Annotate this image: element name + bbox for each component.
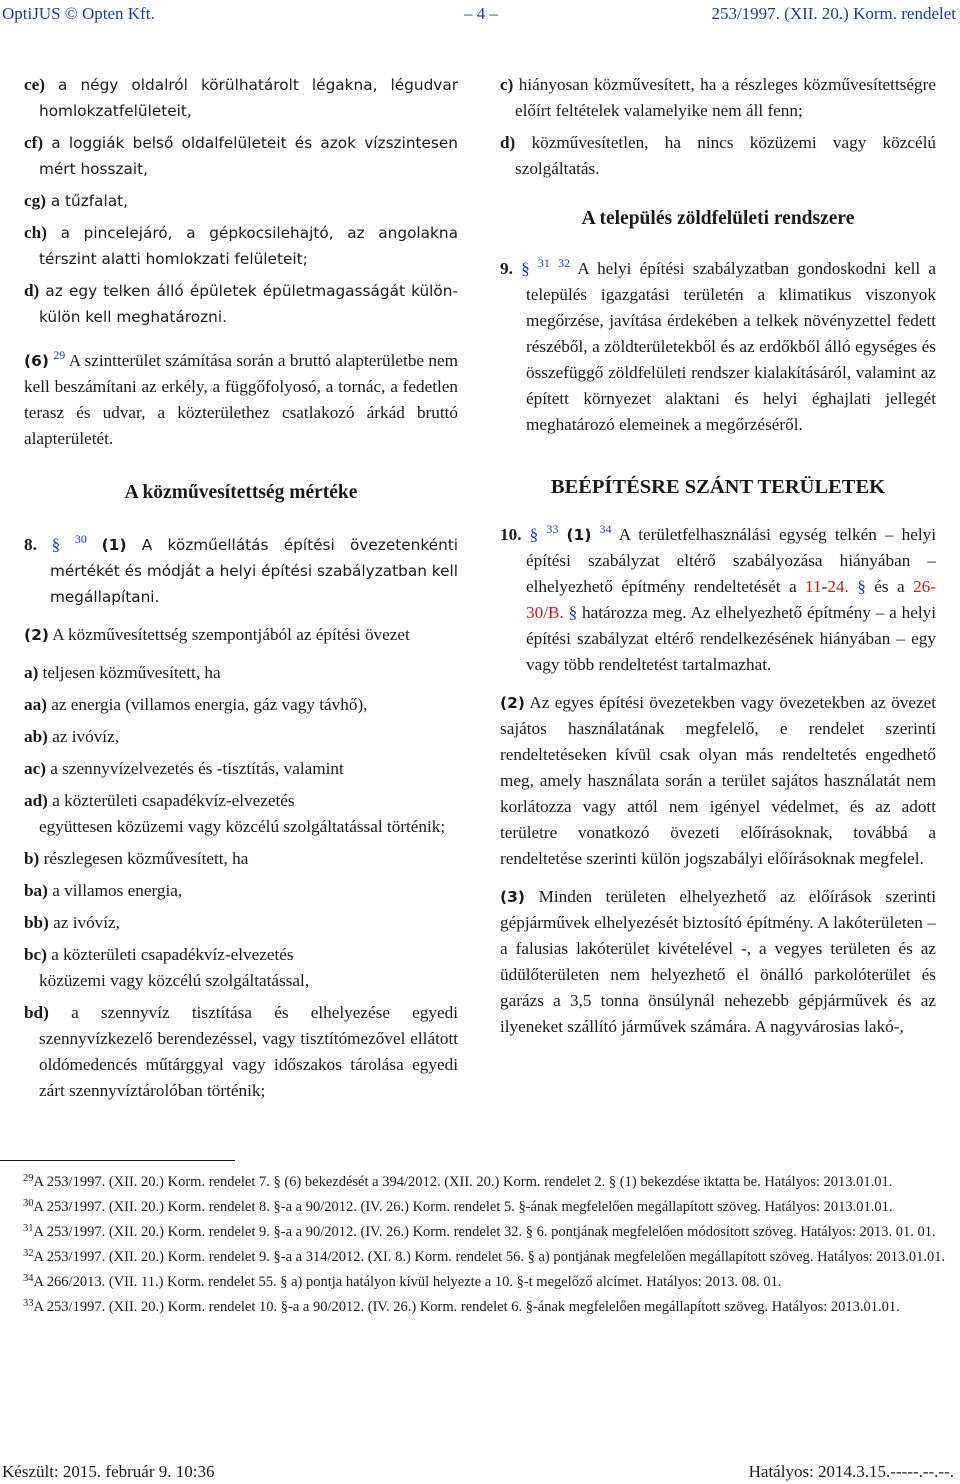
point-ac [24, 756, 458, 782]
text-ba: a villamos energia, [47, 881, 183, 900]
label-cf: cf) [24, 133, 44, 152]
label-s10-p3: (3) [500, 888, 525, 906]
footnote-34 [2, 1268, 958, 1293]
section-8-number: 8. [24, 535, 37, 554]
text-s9: A helyi építési szabályzatban gondoskodni kell a település igazgatási területén a klimatikus viszonyok megőrzése, javítása érdekében a telkek növényzettel fedett részéből, a zöldterületekből és az erdőkből álló egységes és összefüggő zöldfelületi rendszer kialakításáról, valamint az épített környezet alaktani és helyi éghajlati jellegét meghatározó elemeinek a megőrzéséről. [526, 259, 937, 434]
text-c: hiányosan közművesített, ha a részleges közművesítettségre előírt feltételek valamelyike nem áll fenn; [513, 75, 936, 120]
text-aa: az energia (villamos energia, gáz vagy távhő), [46, 695, 368, 714]
text-ac: a szennyvízelvezetés és -tisztítás, valamint [45, 759, 344, 778]
point-cg [24, 188, 458, 214]
point-bc-continuation: közüzemi vagy közcélú szolgáltatással, [39, 971, 310, 990]
text-cf: a loggiák belső oldalfelületeit és azok vízszintesen mért hosszait, [39, 134, 458, 178]
footnote-text: A 253/1997. (XII. 20.) Korm. rendelet 9. §-a a 90/2012. (IV. 26.) Korm. rendelet 32. § 6. pontjának megfelelően módosított szöveg. Hatályos: 2013. 01. 01. [33, 1224, 936, 1240]
text-s10-p2: Az egyes építési övezetekben vagy övezetekben az övezet sajátos használatának megfelelő, e rendelet szerinti rendeltetéseken kívül csak olyan más rendeltetés engedhető meg, amely használata során a terület sajátos használatát nem korlátozza vagy attól nem igényel védelmet, és az adott területre vonatkozó övezeti előírásoknak, továbbá a rendeltetése szerinti külön jogszabályi előírásoknak megfelel. [500, 693, 936, 868]
text-p6: A szintterület számítása során a bruttó alapterületbe nem kell beszámítani az erkély, a függőfolyosó, a tornác, a fedetlen terasz és udvar, a közterülethez csatlakozó árkád bruttó alapterületét. [24, 351, 458, 448]
label-ab: ab) [24, 727, 48, 746]
label-c: c) [500, 75, 514, 94]
header-publisher: OptiJUS © Opten Kft. [2, 4, 155, 23]
footnotes [2, 1168, 958, 1318]
section-10-para-1 [500, 516, 936, 678]
text-d: az egy telken álló épületek épületmagasságát külön-külön kell meghatározni. [39, 282, 458, 326]
label-s10-p1: (1) [566, 526, 592, 544]
point-d [24, 278, 458, 330]
section-sign: § [568, 603, 578, 622]
text-b: részlegesen közművesített, ha [39, 849, 249, 868]
section-sign: § [857, 577, 866, 596]
footer-created: Készült: 2015. február 9. 10:36 [2, 1462, 215, 1481]
footnote-text: A 266/2013. (VII. 11.) Korm. rendelet 55. § a) pontja hatályon kívül helyezte a 10. §-t megelőző alcímet. Hatályos: 2013. 08. 01. [33, 1274, 782, 1290]
heading-kozmuvesitettseg: A közművesítettség mértéke [124, 482, 358, 503]
point-d-right [500, 130, 936, 182]
page-header [2, 2, 958, 26]
section-9 [500, 250, 936, 438]
link-section-26[interactable]: 26 [913, 577, 931, 596]
footnote-31 [2, 1218, 958, 1243]
text-bb: az ivóvíz, [48, 913, 120, 932]
footnote-text: A 253/1997. (XII. 20.) Korm. rendelet 10. §-a a 90/2012. (IV. 26.) Korm. rendelet 6. §-ának megfelelően megállapított szöveg. Hatályos: 2013.01.01. [33, 1299, 900, 1315]
section-9-number: 9. [500, 259, 513, 278]
text-bd: a szennyvíz tisztítása és elhelyezése egyedi szennyvízkezelő berendezéssel, vagy tisztítómezővel ellátott oldómedencés műtárggyal vagy időszakos tárolása egyedi zárt szennyvíztárolóban történik; [39, 1003, 458, 1100]
point-ce [24, 72, 458, 124]
point-aa [24, 692, 458, 718]
footnote-text: A 253/1997. (XII. 20.) Korm. rendelet 9. §-a a 314/2012. (XI. 8.) Korm. rendelet 56. § a) pontjának megfelelően megállapított szöveg. Hatályos: 2013.01.01. [33, 1249, 946, 1265]
heading-beepitesre-szant-teruletek: BEÉPÍTÉSRE SZÁNT TERÜLETEK [550, 476, 886, 498]
text-s8-p1: A közműellátás építési övezetenkénti mértékét és módját a helyi építési szabályzatban kell megállapítani. [50, 536, 459, 606]
footnote-29 [2, 1168, 958, 1193]
point-bd [24, 1000, 458, 1104]
label-aa: aa) [24, 695, 47, 714]
label-bc: bc) [24, 945, 47, 964]
point-bc [24, 942, 458, 968]
point-ab [24, 724, 458, 750]
label-bd: bd) [24, 1003, 49, 1022]
section-sign: § [521, 259, 530, 278]
point-b [24, 846, 458, 872]
link-section-11[interactable]: 11 [805, 577, 822, 596]
link-section-30b[interactable]: -30/B. [526, 577, 936, 622]
label-ce: ce) [24, 75, 45, 94]
footnote-number: 31 [23, 1223, 34, 1234]
text-and: és a [865, 577, 914, 596]
label-p6: (6) [24, 352, 49, 370]
footnote-number: 32 [23, 1248, 34, 1259]
footnote-ref-33[interactable]: 33 [546, 522, 559, 536]
text-cg: a tűzfalat, [45, 192, 129, 210]
header-page-number: – 4 – [464, 4, 498, 23]
point-ch [24, 220, 458, 272]
footnote-text: A 253/1997. (XII. 20.) Korm. rendelet 8. §-a a 90/2012. (IV. 26.) Korm. rendelet 5. §-ának megfelelően megállapított szöveg. Hatályos: 2013.01.01. [33, 1199, 893, 1215]
section-sign: § [529, 525, 539, 544]
label-b: b) [24, 849, 40, 868]
text-s8-p2: A közművesítettség szempontjából az építési övezet [48, 625, 410, 644]
section-8-para-2 [24, 622, 458, 648]
text-bc: a közterületi csapadékvíz-elvezetés [46, 945, 294, 964]
text-ad: a közterületi csapadékvíz-elvezetés [47, 791, 295, 810]
footnote-text: A 253/1997. (XII. 20.) Korm. rendelet 7. § (6) bekezdését a 394/2012. (XII. 20.) Korm. rendelet 2. § (1) bekezdése iktatta be. Hatályos: 2013.01.01. [33, 1174, 893, 1190]
footnote-30 [2, 1193, 958, 1218]
label-d-right: d) [500, 133, 516, 152]
page-footer [2, 1460, 958, 1484]
section-8-para-1 [24, 526, 458, 610]
footnote-ref-31[interactable]: 31 [537, 256, 550, 270]
footnote-33 [2, 1293, 958, 1318]
footnote-number: 29 [23, 1173, 34, 1184]
text-a: teljesen közművesített, ha [38, 663, 221, 682]
text-ce: a négy oldalról körülhatárolt légakna, légudvar homlokzatfelületeit, [39, 76, 458, 120]
left-column [24, 72, 458, 1104]
footnote-ref-32[interactable]: 32 [558, 256, 571, 270]
label-s8-p2: (2) [24, 626, 49, 644]
label-s8-p1: (1) [101, 536, 127, 554]
link-section-24[interactable]: 24. [827, 577, 849, 596]
footnote-number: 30 [23, 1198, 34, 1209]
text-ch: a pincelejáró, a gépkocsilehajtó, az angolakna térszint alatti homlokzati felületeit; [39, 224, 458, 268]
label-ac: ac) [24, 759, 46, 778]
footnote-number: 34 [23, 1273, 34, 1284]
point-ad-continuation: együttesen közüzemi vagy közcélú szolgáltatással történik; [39, 817, 446, 836]
section-sign: § [51, 535, 61, 554]
label-ch: ch) [24, 223, 47, 242]
label-a: a) [24, 663, 39, 682]
text-s10-p1-b: határozza meg. Az elhelyezhető építmény – a helyi építési szabályzat eltérő rendelkezésének hiányában – egy vagy több rendeltetést tartalmazhat. [526, 603, 937, 674]
label-d: d) [24, 281, 40, 300]
text-d-right: közművesítetlen, ha nincs közüzemi vagy közcélú szolgáltatás. [515, 133, 936, 178]
text-s10-p1-a: A területfelhasználási egység telkén – helyi építési szabályzat eltérő szabályozása hiányában – elhelyezhető építmény rendeltetését a [526, 525, 937, 596]
text-ab: az ivóvíz, [47, 727, 119, 746]
footnote-32 [2, 1243, 958, 1268]
footer-effective: Hatályos: 2014.3.15.-----.--.--. [748, 1462, 954, 1481]
footnote-ref-30[interactable]: 30 [74, 532, 87, 546]
link-dash: - [821, 577, 828, 596]
section-10-number: 10. [500, 525, 522, 544]
footnote-ref-34[interactable]: 34 [599, 522, 612, 536]
footnote-number: 33 [23, 1298, 34, 1309]
label-s10-p2: (2) [500, 694, 525, 712]
footnote-divider [0, 1160, 235, 1161]
label-ba: ba) [24, 881, 48, 900]
heading-zoldfeluleti-rendszer: A település zöldfelületi rendszere [581, 208, 855, 229]
header-document-title: 253/1997. (XII. 20.) Korm. rendelet [711, 4, 956, 23]
right-column [500, 72, 936, 1040]
point-ba [24, 878, 458, 904]
footnote-ref-29[interactable]: 29 [53, 348, 66, 362]
label-ad: ad) [24, 791, 48, 810]
section-10-para-3 [500, 884, 936, 1040]
point-c [500, 72, 936, 124]
section-10-para-2 [500, 690, 936, 872]
point-bb [24, 910, 458, 936]
point-a [24, 660, 458, 686]
point-cf [24, 130, 458, 182]
label-cg: cg) [24, 191, 46, 210]
paragraph-6 [24, 342, 458, 452]
point-ad [24, 788, 458, 814]
text-s10-p3: Minden területen elhelyezhető az előírások szerinti gépjárművek elhelyezését biztosító építmény. A lakóterületen – a falusias lakóterület kivételével -, a vegyes területen és az üdülőterületen nem helyezhető el önálló parkolóterület és garázs a 3,5 tonna önsúlynál nehezebb gépjárművek és az ilyeneket szállító járművek számára. A nagyvárosias lakó-, [500, 887, 936, 1036]
label-bb: bb) [24, 913, 49, 932]
